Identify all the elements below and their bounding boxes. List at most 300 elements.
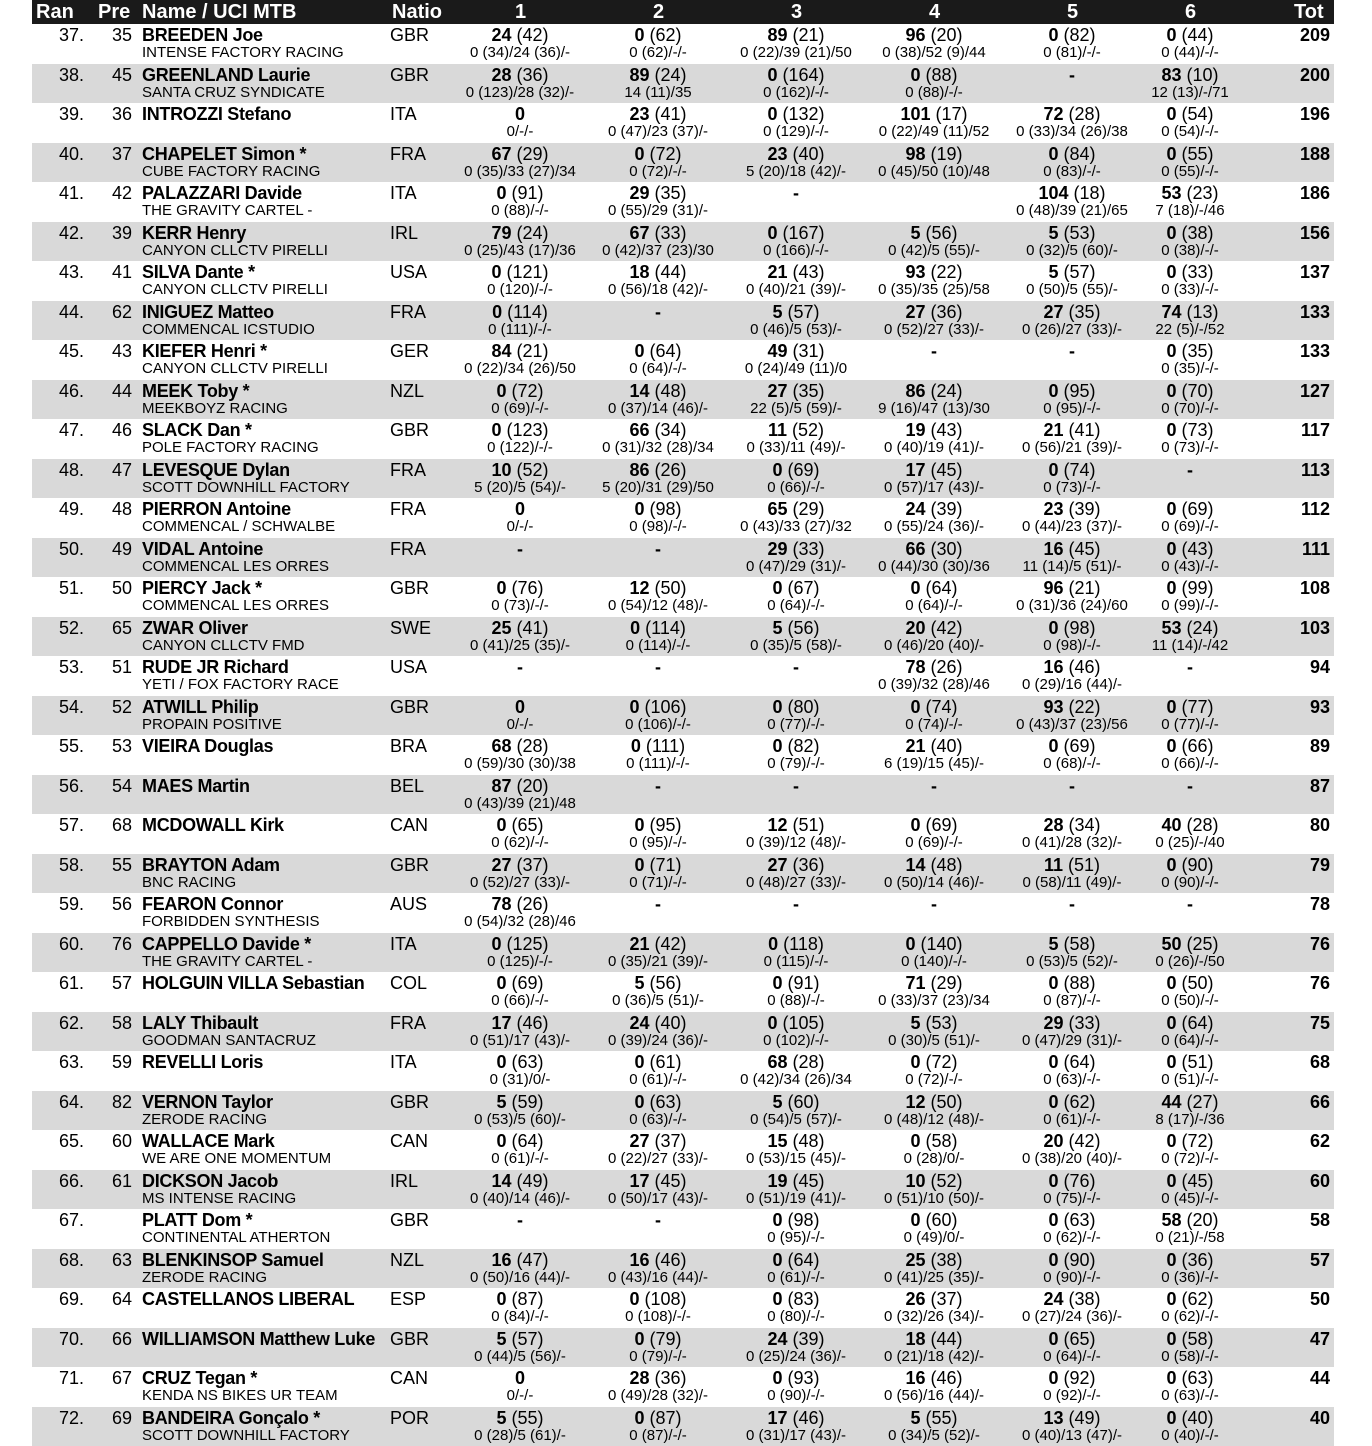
team-name: COMMENCAL / SCHWALBE — [142, 518, 335, 536]
race-6-breakdown: 0 (62)/-/- — [1122, 1308, 1258, 1326]
team-name: COMMENCAL LES ORRES — [142, 558, 329, 576]
race-4-points — [866, 538, 1002, 560]
race-points-value: 71 — [905, 973, 925, 993]
race-1-breakdown: 0 (28)/5 (61)/- — [452, 1427, 588, 1445]
race-5-breakdown: 0 (44)/23 (37)/- — [1004, 518, 1140, 536]
race-position: (21) — [788, 25, 825, 45]
race-4-points — [866, 893, 1002, 915]
table-row — [32, 1051, 1334, 1091]
race-points-value: 0 — [496, 973, 506, 993]
race-points-value: 0 — [515, 1368, 525, 1388]
race-6-breakdown: 0 (64)/-/- — [1122, 1032, 1258, 1050]
race-5-breakdown: 0 (87)/-/- — [1004, 992, 1140, 1010]
rider-name: HOLGUIN VILLA Sebastian — [142, 972, 364, 994]
previous-rank-cell: 69 — [88, 1407, 132, 1429]
rider-name: VERNON Taylor — [142, 1091, 273, 1113]
rider-name: REVELLI Loris — [142, 1051, 263, 1073]
rank-cell: 43. — [32, 261, 84, 283]
race-1-points — [452, 617, 588, 639]
race-position: (98) — [645, 499, 682, 519]
team-name: CONTINENTAL ATHERTON — [142, 1229, 330, 1247]
table-row — [32, 854, 1334, 894]
race-2-points — [590, 1249, 726, 1271]
race-3-breakdown: 5 (20)/18 (42)/- — [728, 163, 864, 181]
race-5-points — [1004, 696, 1140, 718]
race-points-value: 16 — [629, 1250, 649, 1270]
race-points-value: 16 — [1043, 657, 1063, 677]
rider-name: WILLIAMSON Matthew Luke — [142, 1328, 375, 1350]
team-name: YETI / FOX FACTORY RACE — [142, 676, 339, 694]
race-points-value: 101 — [900, 104, 930, 124]
total-points: 209 — [1270, 24, 1330, 46]
race-4-breakdown: 0 (55)/24 (36)/- — [866, 518, 1002, 536]
race-1-breakdown: 0 (43)/39 (21)/48 — [452, 795, 588, 813]
race-points-value: 0 — [634, 815, 644, 835]
race-points-value: - — [655, 894, 661, 914]
race-points-value: 0 — [1166, 1250, 1176, 1270]
race-3-points — [728, 775, 864, 797]
race-points-value: 24 — [629, 1013, 649, 1033]
race-position: (55) — [921, 1408, 958, 1428]
race-position: (56) — [783, 618, 820, 638]
race-position: (40) — [1177, 1408, 1214, 1428]
nation-cell: GER — [390, 340, 450, 362]
race-position: (22) — [1064, 697, 1101, 717]
race-5-breakdown: 0 (40)/13 (47)/- — [1004, 1427, 1140, 1445]
race-position: (57) — [783, 302, 820, 322]
race-position: (45) — [650, 1171, 687, 1191]
race-3-points — [728, 1091, 864, 1113]
nation-cell: NZL — [390, 1249, 450, 1271]
race-4-breakdown: 0 (51)/10 (50)/- — [866, 1190, 1002, 1208]
table-row — [32, 1130, 1334, 1170]
race-4-points — [866, 577, 1002, 599]
total-points: 80 — [1270, 814, 1330, 836]
race-position: (77) — [1177, 697, 1214, 717]
race-position: (40) — [650, 1013, 687, 1033]
race-position: (90) — [1177, 855, 1214, 875]
race-6-breakdown: 0 (25)/-/40 — [1122, 834, 1258, 852]
race-2-points — [590, 1367, 726, 1389]
race-position: (33) — [1064, 1013, 1101, 1033]
header-total: Tot — [1294, 0, 1324, 24]
race-position: (90) — [1059, 1250, 1096, 1270]
race-6-breakdown: 0 (38)/-/- — [1122, 242, 1258, 260]
race-6-points — [1122, 340, 1258, 362]
race-1-breakdown: 0 (61)/-/- — [452, 1150, 588, 1168]
race-points-value: 15 — [767, 1131, 787, 1151]
race-position: (64) — [507, 1131, 544, 1151]
race-position: (48) — [788, 1131, 825, 1151]
race-position: (33) — [1177, 262, 1214, 282]
race-points-value: 0 — [772, 1250, 782, 1270]
total-points: 60 — [1270, 1170, 1330, 1192]
team-name: CANYON CLLCTV PIRELLI — [142, 281, 328, 299]
race-3-breakdown: 0 (47)/29 (31)/- — [728, 558, 864, 576]
race-points-value: 24 — [491, 25, 511, 45]
race-position: (10) — [1182, 65, 1219, 85]
race-1-breakdown: 0/-/- — [452, 518, 588, 536]
race-4-breakdown: 0 (21)/18 (42)/- — [866, 1348, 1002, 1366]
race-points-value: - — [655, 776, 661, 796]
nation-cell: IRL — [390, 1170, 450, 1192]
race-1-breakdown: 0 (59)/30 (30)/38 — [452, 755, 588, 773]
race-6-points — [1122, 380, 1258, 402]
race-1-breakdown: 0 (52)/27 (33)/- — [452, 874, 588, 892]
race-4-breakdown: 6 (19)/15 (45)/- — [866, 755, 1002, 773]
race-1-points — [452, 1249, 588, 1271]
race-5-points — [1004, 498, 1140, 520]
race-5-points — [1004, 340, 1140, 362]
race-position: (50) — [1177, 973, 1214, 993]
race-points-value: 10 — [491, 460, 511, 480]
rank-cell: 61. — [32, 972, 84, 994]
race-points-value: 16 — [1043, 539, 1063, 559]
previous-rank-cell: 61 — [88, 1170, 132, 1192]
rider-name: MCDOWALL Kirk — [142, 814, 284, 836]
race-1-points — [452, 1130, 588, 1152]
race-1-breakdown: 0 (53)/5 (60)/- — [452, 1111, 588, 1129]
nation-cell: AUS — [390, 893, 450, 915]
header-prev: Pre — [98, 0, 130, 24]
previous-rank-cell: 60 — [88, 1130, 132, 1152]
rank-cell: 63. — [32, 1051, 84, 1073]
race-2-breakdown: 0 (31)/32 (28)/34 — [590, 439, 726, 457]
race-4-breakdown: 0 (49)/0/- — [866, 1229, 1002, 1247]
race-2-points — [590, 1051, 726, 1073]
race-3-breakdown: 0 (48)/27 (33)/- — [728, 874, 864, 892]
race-2-breakdown: 0 (55)/29 (31)/- — [590, 202, 726, 220]
race-6-breakdown: 0 (36)/-/- — [1122, 1269, 1258, 1287]
race-position: (98) — [1059, 618, 1096, 638]
race-4-breakdown: 0 (72)/-/- — [866, 1071, 1002, 1089]
total-points: 133 — [1270, 340, 1330, 362]
race-3-points — [728, 656, 864, 678]
race-6-breakdown: 12 (13)/-/71 — [1122, 84, 1258, 102]
race-1-breakdown: 0 (51)/17 (43)/- — [452, 1032, 588, 1050]
previous-rank-cell: 42 — [88, 182, 132, 204]
race-points-value: 0 — [772, 736, 782, 756]
race-2-points — [590, 380, 726, 402]
total-points: 50 — [1270, 1288, 1330, 1310]
race-3-breakdown: 0 (166)/-/- — [728, 242, 864, 260]
race-5-points — [1004, 103, 1140, 125]
race-3-breakdown: 0 (61)/-/- — [728, 1269, 864, 1287]
nation-cell: USA — [390, 261, 450, 283]
table-row — [32, 1407, 1334, 1446]
race-1-breakdown: 0 (25)/43 (17)/36 — [452, 242, 588, 260]
rank-cell: 48. — [32, 459, 84, 481]
rank-cell: 71. — [32, 1367, 84, 1389]
race-position: (44) — [1177, 25, 1214, 45]
race-points-value: 86 — [629, 460, 649, 480]
race-2-points — [590, 261, 726, 283]
race-2-breakdown: 0 (106)/-/- — [590, 716, 726, 734]
rider-name: BRAYTON Adam — [142, 854, 280, 876]
race-position: (57) — [1059, 262, 1096, 282]
race-1-breakdown: 0 (123)/28 (32)/- — [452, 84, 588, 102]
race-6-breakdown: 0 (44)/-/- — [1122, 44, 1258, 62]
race-6-points — [1122, 933, 1258, 955]
race-6-breakdown: 11 (14)/-/42 — [1122, 637, 1258, 655]
race-position: (33) — [650, 223, 687, 243]
race-points-value: 0 — [496, 1131, 506, 1151]
race-position: (69) — [1059, 736, 1096, 756]
nation-cell: GBR — [390, 24, 450, 46]
race-position: (45) — [1064, 539, 1101, 559]
table-row — [32, 380, 1334, 420]
race-5-breakdown: 0 (32)/5 (60)/- — [1004, 242, 1140, 260]
total-points: 87 — [1270, 775, 1330, 797]
race-position: (40) — [926, 736, 963, 756]
race-3-breakdown: 0 (22)/39 (21)/50 — [728, 44, 864, 62]
race-2-points — [590, 1288, 726, 1310]
race-2-points — [590, 1012, 726, 1034]
race-position: (52) — [512, 460, 549, 480]
race-position: (43) — [788, 262, 825, 282]
race-position: (37) — [926, 1289, 963, 1309]
race-4-breakdown: 0 (69)/-/- — [866, 834, 1002, 852]
race-position: (21) — [1064, 578, 1101, 598]
race-2-breakdown: 0 (64)/-/- — [590, 360, 726, 378]
race-position: (93) — [783, 1368, 820, 1388]
previous-rank-cell: 62 — [88, 301, 132, 323]
race-position: (125) — [501, 934, 548, 954]
rank-cell: 38. — [32, 64, 84, 86]
race-5-breakdown: 11 (14)/5 (51)/- — [1004, 558, 1140, 576]
race-points-value: 28 — [629, 1368, 649, 1388]
race-1-points — [452, 1012, 588, 1034]
race-points-value: 0 — [1166, 736, 1176, 756]
race-points-value: 0 — [1048, 736, 1058, 756]
rider-name: DICKSON Jacob — [142, 1170, 278, 1192]
total-points: 79 — [1270, 854, 1330, 876]
previous-rank-cell: 64 — [88, 1288, 132, 1310]
race-position: (91) — [507, 183, 544, 203]
race-1-breakdown: 0/-/- — [452, 1387, 588, 1405]
team-name: KENDA NS BIKES UR TEAM — [142, 1387, 338, 1405]
table-row — [32, 419, 1334, 459]
race-3-points — [728, 1249, 864, 1271]
race-1-breakdown: 0 (54)/32 (28)/46 — [452, 913, 588, 931]
race-points-value: - — [1187, 657, 1193, 677]
race-position: (27) — [1182, 1092, 1219, 1112]
nation-cell: USA — [390, 656, 450, 678]
race-points-value: 0 — [634, 1408, 644, 1428]
race-position: (60) — [921, 1210, 958, 1230]
race-position: (105) — [777, 1013, 824, 1033]
race-points-value: 0 — [1166, 381, 1176, 401]
table-row — [32, 1012, 1334, 1052]
race-6-points — [1122, 1209, 1258, 1231]
race-position: (108) — [639, 1289, 686, 1309]
race-6-breakdown: 0 (72)/-/- — [1122, 1150, 1258, 1168]
race-5-points — [1004, 735, 1140, 757]
race-6-breakdown: 7 (18)/-/46 — [1122, 202, 1258, 220]
race-1-breakdown: 0 (69)/-/- — [452, 400, 588, 418]
rider-name: CRUZ Tegan * — [142, 1367, 257, 1389]
previous-rank-cell: 45 — [88, 64, 132, 86]
race-points-value: - — [1069, 65, 1075, 85]
race-3-breakdown: 0 (42)/34 (26)/34 — [728, 1071, 864, 1089]
race-points-value: 0 — [1048, 25, 1058, 45]
race-points-value: 0 — [1166, 341, 1176, 361]
race-points-value: 0 — [772, 1368, 782, 1388]
race-points-value: 13 — [1043, 1408, 1063, 1428]
nation-cell: GBR — [390, 419, 450, 441]
race-points-value: 0 — [1166, 973, 1176, 993]
race-2-points — [590, 24, 726, 46]
rank-cell: 56. — [32, 775, 84, 797]
team-name: CANYON CLLCTV PIRELLI — [142, 242, 328, 260]
race-6-points — [1122, 1288, 1258, 1310]
previous-rank-cell: 76 — [88, 933, 132, 955]
race-points-value: 29 — [767, 539, 787, 559]
race-points-value: 0 — [1048, 1171, 1058, 1191]
race-points-value: 66 — [629, 420, 649, 440]
race-6-points — [1122, 893, 1258, 915]
total-points: 188 — [1270, 143, 1330, 165]
nation-cell: CAN — [390, 1367, 450, 1389]
race-points-value: 0 — [772, 578, 782, 598]
race-4-points — [866, 222, 1002, 244]
race-1-points — [452, 498, 588, 520]
team-name: FORBIDDEN SYNTHESIS — [142, 913, 320, 931]
race-4-breakdown: 0 (64)/-/- — [866, 597, 1002, 615]
race-2-points — [590, 103, 726, 125]
race-points-value: 0 — [910, 697, 920, 717]
race-position: (88) — [1059, 973, 1096, 993]
race-4-points — [866, 1051, 1002, 1073]
race-1-points — [452, 735, 588, 757]
race-5-points — [1004, 1130, 1140, 1152]
rider-name: WALLACE Mark — [142, 1130, 274, 1152]
race-1-points — [452, 24, 588, 46]
race-position: (62) — [1177, 1289, 1214, 1309]
rider-name: PIERCY Jack * — [142, 577, 262, 599]
race-position: (64) — [921, 578, 958, 598]
race-points-value: 0 — [491, 420, 501, 440]
total-points: 62 — [1270, 1130, 1330, 1152]
race-position: (46) — [512, 1013, 549, 1033]
race-position: (46) — [1064, 657, 1101, 677]
race-3-breakdown: 0 (53)/15 (45)/- — [728, 1150, 864, 1168]
race-position: (60) — [783, 1092, 820, 1112]
race-points-value: 5 — [634, 973, 644, 993]
race-3-breakdown: 0 (79)/-/- — [728, 755, 864, 773]
race-3-breakdown: 0 (54)/5 (57)/- — [728, 1111, 864, 1129]
race-points-value: 17 — [629, 1171, 649, 1191]
race-position: (80) — [783, 697, 820, 717]
race-points-value: 0 — [772, 697, 782, 717]
race-points-value: 0 — [905, 934, 915, 954]
race-points-value: 5 — [910, 1408, 920, 1428]
race-6-points — [1122, 1170, 1258, 1192]
race-1-breakdown: 0/-/- — [452, 716, 588, 734]
race-1-points — [452, 182, 588, 204]
race-points-value: 21 — [905, 736, 925, 756]
race-3-points — [728, 1367, 864, 1389]
race-5-breakdown: 0 (64)/-/- — [1004, 1348, 1140, 1366]
race-2-points — [590, 1091, 726, 1113]
race-position: (42) — [650, 934, 687, 954]
race-2-breakdown: 0 (35)/21 (39)/- — [590, 953, 726, 971]
race-5-points — [1004, 854, 1140, 876]
race-points-value: - — [793, 657, 799, 677]
race-position: (33) — [788, 539, 825, 559]
race-4-points — [866, 656, 1002, 678]
race-1-breakdown: 0 (22)/34 (26)/50 — [452, 360, 588, 378]
race-3-points — [728, 814, 864, 836]
race-1-breakdown: 0 (50)/16 (44)/- — [452, 1269, 588, 1287]
nation-cell: NZL — [390, 380, 450, 402]
race-2-points — [590, 301, 726, 323]
race-position: (118) — [778, 934, 824, 954]
race-6-breakdown: 0 (21)/-/58 — [1122, 1229, 1258, 1247]
race-4-points — [866, 1012, 1002, 1034]
race-position: (57) — [507, 1329, 544, 1349]
race-1-breakdown: 0 (34)/24 (36)/- — [452, 44, 588, 62]
race-4-points — [866, 1249, 1002, 1271]
race-3-breakdown: 0 (80)/-/- — [728, 1308, 864, 1326]
team-name: MS INTENSE RACING — [142, 1190, 296, 1208]
race-4-breakdown: 0 (42)/5 (55)/- — [866, 242, 1002, 260]
race-1-points — [452, 656, 588, 678]
race-4-breakdown: 0 (33)/37 (23)/34 — [866, 992, 1002, 1010]
team-name: CANYON CLLCTV PIRELLI — [142, 360, 328, 378]
race-3-breakdown: 0 (31)/17 (43)/- — [728, 1427, 864, 1445]
rider-name: MEEK Toby * — [142, 380, 249, 402]
race-1-points — [452, 696, 588, 718]
race-position: (121) — [501, 262, 548, 282]
race-5-points — [1004, 775, 1140, 797]
race-1-breakdown: 0 (73)/-/- — [452, 597, 588, 615]
header-nation: Natio — [392, 0, 442, 24]
race-6-points — [1122, 1012, 1258, 1034]
table-row — [32, 1367, 1334, 1407]
race-5-points — [1004, 577, 1140, 599]
header-race-3: 3 — [791, 0, 802, 24]
rank-cell: 70. — [32, 1328, 84, 1350]
rider-name: KIEFER Henri * — [142, 340, 267, 362]
race-points-value: 0 — [634, 144, 644, 164]
race-6-points — [1122, 1407, 1258, 1429]
previous-rank-cell: 52 — [88, 696, 132, 718]
nation-cell: GBR — [390, 1091, 450, 1113]
rank-cell: 60. — [32, 933, 84, 955]
race-5-points — [1004, 617, 1140, 639]
table-row — [32, 340, 1334, 380]
race-position: (50) — [650, 578, 687, 598]
race-points-value: 40 — [1161, 815, 1181, 835]
race-points-value: - — [1187, 776, 1193, 796]
race-points-value: 0 — [1166, 1171, 1176, 1191]
race-position: (28) — [788, 1052, 825, 1072]
race-4-points — [866, 933, 1002, 955]
race-points-value: 11 — [1044, 855, 1063, 875]
race-2-points — [590, 775, 726, 797]
race-2-breakdown: 0 (61)/-/- — [590, 1071, 726, 1089]
race-position: (82) — [783, 736, 820, 756]
race-5-points — [1004, 972, 1140, 994]
race-position: (47) — [512, 1250, 549, 1270]
race-6-breakdown: 0 (69)/-/- — [1122, 518, 1258, 536]
rank-cell: 66. — [32, 1170, 84, 1192]
race-2-points — [590, 735, 726, 757]
team-name: COMMENCAL ICSTUDIO — [142, 321, 315, 339]
total-points: 137 — [1270, 261, 1330, 283]
race-points-value: 104 — [1038, 183, 1068, 203]
